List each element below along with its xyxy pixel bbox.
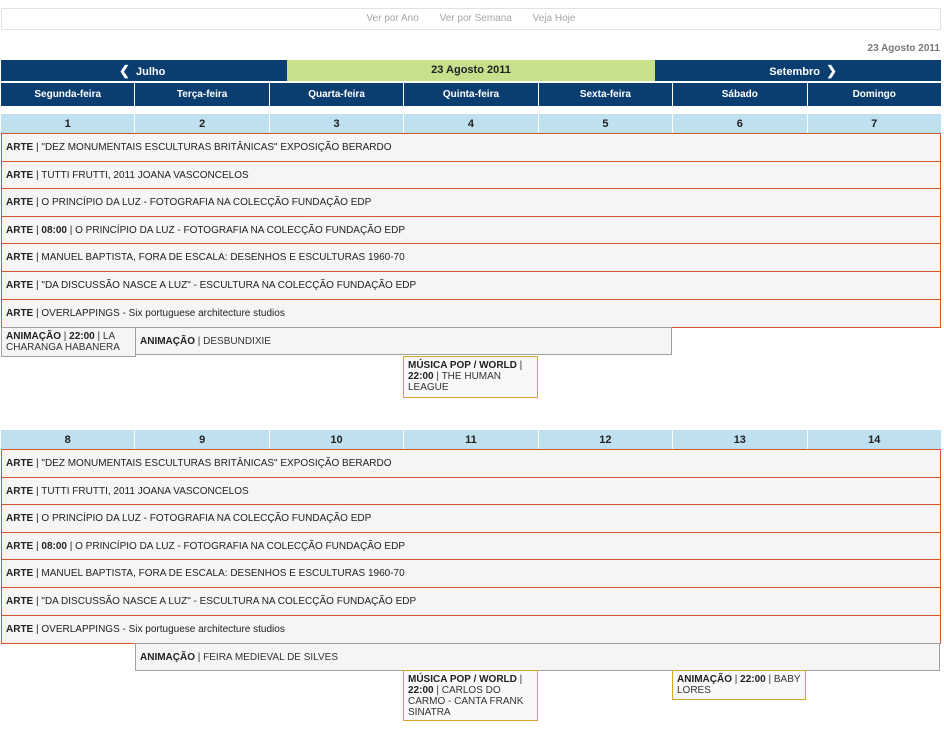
week1-day-numbers	[1, 114, 941, 133]
event-item[interactable]: ARTE | "DA DISCUSSÃO NASCE A LUZ" - ESCULTURA NA COLECÇÃO FUNDAÇÃO EDP	[2, 272, 940, 300]
event-item[interactable]: ANIMAÇÃO | FEIRA MEDIEVAL DE SILVES	[135, 643, 940, 671]
day-number[interactable]: 3	[270, 114, 404, 133]
weekday-label: Terça-feira	[135, 83, 269, 106]
weekday-label: Quinta-feira	[404, 83, 538, 106]
event-item[interactable]: ANIMAÇÃO | DESBUNDIXIE	[135, 327, 672, 355]
event-item[interactable]: ARTE | TUTTI FRUTTI, 2011 JOANA VASCONCELOS	[2, 162, 940, 190]
event-item[interactable]: ARTE | MANUEL BAPTISTA, FORA DE ESCALA: DESENHOS E ESCULTURAS 1960-70	[2, 244, 940, 272]
day-number[interactable]: 8	[1, 430, 135, 449]
prev-month-button[interactable]	[1, 60, 287, 81]
day-number[interactable]: 12	[539, 430, 673, 449]
current-date: 23 Agosto 2011	[867, 43, 940, 54]
chevron-left-icon: ❮	[119, 63, 130, 78]
event-item[interactable]: ARTE | "DEZ MONUMENTAIS ESCULTURAS BRITÂNICAS" EXPOSIÇÃO BERARDO	[2, 134, 940, 162]
day-number[interactable]: 14	[808, 430, 941, 449]
next-month-label: Setembro	[769, 66, 820, 78]
event-item[interactable]: ARTE | 08:00 | O PRINCÍPIO DA LUZ - FOTOGRAFIA NA COLECÇÃO FUNDAÇÃO EDP	[2, 533, 940, 561]
day-number[interactable]: 7	[808, 114, 941, 133]
event-item[interactable]: ARTE | O PRINCÍPIO DA LUZ - FOTOGRAFIA NA COLECÇÃO FUNDAÇÃO EDP	[2, 189, 940, 217]
day-number[interactable]: 4	[404, 114, 538, 133]
event-item[interactable]: ARTE | 08:00 | O PRINCÍPIO DA LUZ - FOTOGRAFIA NA COLECÇÃO FUNDAÇÃO EDP	[2, 217, 940, 245]
view-today-link[interactable]: Veja Hoje	[532, 13, 576, 24]
view-year-link[interactable]: Ver por Ano	[366, 13, 419, 24]
weekday-label: Sexta-feira	[539, 83, 673, 106]
day-number[interactable]: 9	[135, 430, 269, 449]
day-number[interactable]: 13	[673, 430, 807, 449]
day-number[interactable]: 10	[270, 430, 404, 449]
day-number[interactable]: 6	[673, 114, 807, 133]
event-item[interactable]: ARTE | OVERLAPPINGS - Six portuguese architecture studios	[2, 300, 940, 328]
next-month-button[interactable]	[655, 60, 941, 81]
week2-arte-events	[1, 449, 941, 644]
view-week-link[interactable]: Ver por Semana	[439, 13, 512, 24]
event-item[interactable]: ARTE | O PRINCÍPIO DA LUZ - FOTOGRAFIA NA COLECÇÃO FUNDAÇÃO EDP	[2, 505, 940, 533]
weekday-label: Domingo	[808, 83, 941, 106]
weekday-header	[1, 83, 941, 106]
prev-month-label: Julho	[136, 66, 166, 78]
view-nav	[1, 8, 941, 30]
current-month-label: 23 Agosto 2011	[287, 60, 655, 81]
chevron-right-icon: ❯	[826, 63, 837, 78]
week1-arte-events	[1, 133, 941, 328]
day-number[interactable]: 2	[135, 114, 269, 133]
day-number[interactable]: 5	[539, 114, 673, 133]
event-item[interactable]: ANIMAÇÃO | 22:00 | BABY LORES	[672, 670, 806, 700]
event-item[interactable]: MÚSICA POP / WORLD | 22:00 | THE HUMAN LEAGUE	[403, 356, 538, 398]
event-item[interactable]: MÚSICA POP / WORLD | 22:00 | CARLOS DO CARMO - CANTA FRANK SINATRA	[403, 670, 538, 721]
event-item[interactable]: ARTE | OVERLAPPINGS - Six portuguese architecture studios	[2, 616, 940, 644]
day-number[interactable]: 1	[1, 114, 135, 133]
week2-day-numbers	[1, 430, 941, 449]
weekday-label: Segunda-feira	[1, 83, 135, 106]
month-navigation	[1, 60, 941, 81]
weekday-label: Quarta-feira	[270, 83, 404, 106]
event-item[interactable]: ARTE | TUTTI FRUTTI, 2011 JOANA VASCONCELOS	[2, 478, 940, 506]
weekday-label: Sábado	[673, 83, 807, 106]
event-item[interactable]: ARTE | "DEZ MONUMENTAIS ESCULTURAS BRITÂNICAS" EXPOSIÇÃO BERARDO	[2, 450, 940, 478]
event-item[interactable]: ARTE | "DA DISCUSSÃO NASCE A LUZ" - ESCULTURA NA COLECÇÃO FUNDAÇÃO EDP	[2, 588, 940, 616]
event-item[interactable]: ARTE | MANUEL BAPTISTA, FORA DE ESCALA: DESENHOS E ESCULTURAS 1960-70	[2, 560, 940, 588]
event-item[interactable]: ANIMAÇÃO | 22:00 | LA CHARANGA HABANERA	[1, 327, 136, 357]
day-number[interactable]: 11	[404, 430, 538, 449]
